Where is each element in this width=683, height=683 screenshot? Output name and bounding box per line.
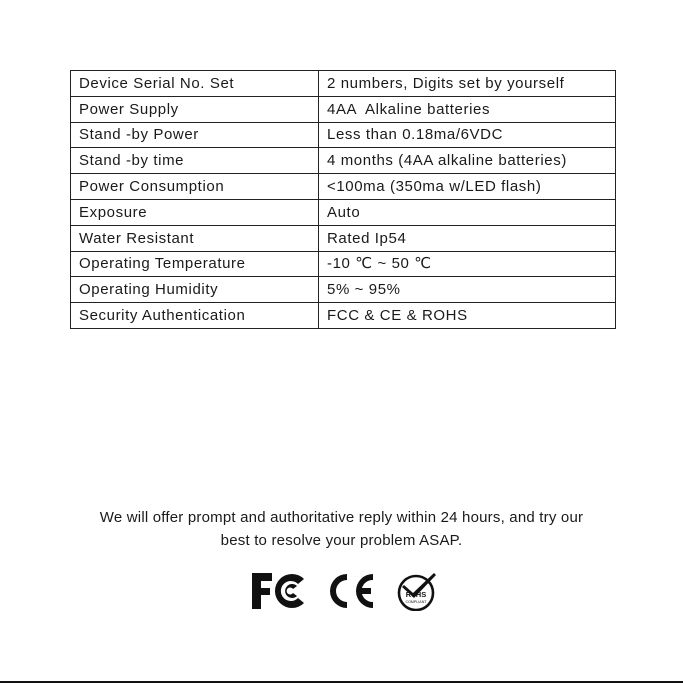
- spec-label: Security Authentication: [71, 303, 319, 329]
- spec-label: Water Resistant: [71, 225, 319, 251]
- spec-value: 2 numbers, Digits set by yourself: [319, 71, 616, 97]
- table-row: [71, 225, 616, 251]
- certification-logos: [250, 571, 440, 611]
- spec-label: Operating Temperature: [71, 251, 319, 277]
- spec-label: Operating Humidity: [71, 277, 319, 303]
- fcc-logo-icon: [250, 571, 306, 611]
- table-row: [71, 122, 616, 148]
- spec-value: Less than 0.18ma/6VDC: [319, 122, 616, 148]
- spec-value: FCC & CE & ROHS: [319, 303, 616, 329]
- spec-label: Power Consumption: [71, 174, 319, 200]
- support-note: [40, 506, 643, 552]
- spec-label: Stand -by time: [71, 148, 319, 174]
- rohs-compliant-icon: [396, 571, 438, 611]
- spec-label: Exposure: [71, 199, 319, 225]
- rohs-label: RoHS: [405, 590, 427, 599]
- spec-label: Power Supply: [71, 96, 319, 122]
- spec-value: Rated Ip54: [319, 225, 616, 251]
- rohs-sublabel: COMPLIANT: [405, 600, 427, 604]
- table-row: [71, 148, 616, 174]
- table-row: [71, 174, 616, 200]
- table-row: [71, 303, 616, 329]
- support-note-line: best to resolve your problem ASAP.: [220, 532, 463, 549]
- spec-value: 5% ~ 95%: [319, 277, 616, 303]
- table-row: [71, 251, 616, 277]
- spec-table: [70, 70, 616, 329]
- spec-value: 4 months (4AA alkaline batteries): [319, 148, 616, 174]
- support-note-line: We will offer prompt and authoritative reply within 24 hours, and try our: [99, 509, 584, 526]
- spec-value: <100ma (350ma w/LED flash): [319, 174, 616, 200]
- ce-mark-icon: [326, 571, 376, 611]
- table-row: [71, 71, 616, 97]
- table-row: [71, 96, 616, 122]
- spec-label: Device Serial No. Set: [71, 71, 319, 97]
- spec-value: -10 ℃ ~ 50 ℃: [319, 251, 616, 277]
- spec-value: 4AA Alkaline batteries: [319, 96, 616, 122]
- spec-value: Auto: [319, 199, 616, 225]
- table-row: [71, 199, 616, 225]
- table-row: [71, 277, 616, 303]
- spec-label: Stand -by Power: [71, 122, 319, 148]
